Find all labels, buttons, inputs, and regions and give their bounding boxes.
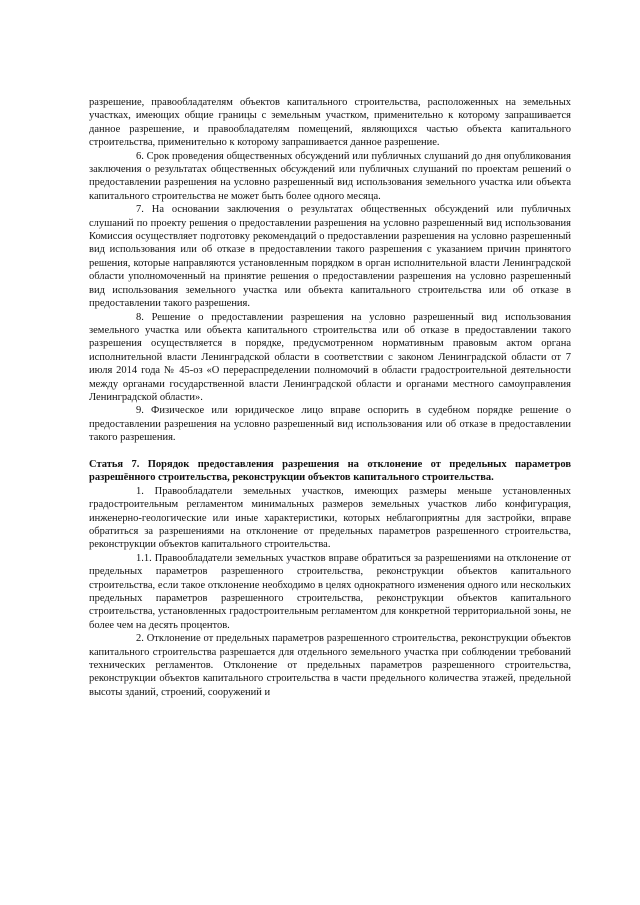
- paragraph-continuation: разрешение, правообладателям объектов капитального строительства, расположенных на земельных участках, имеющих общие границы с земельным участком, применительно к которому запрашивается данное разрешение, и правообладателям помещений, являющихся частью объекта капитального строительства, применительно к которому запрашивается данное разрешение.: [89, 97, 571, 149]
- article-7-heading: Статья 7. Порядок предоставления разрешения на отклонение от предельных параметров разрешённого строительства, реконструкции объектов капитального строительства.: [89, 458, 571, 484]
- paragraph-item-2: 2. Отклонение от предельных параметров разрешенного строительства, реконструкции объектов капитального строительства разрешается для отдельного земельного участка при соблюдении требований технических регламентов. Отклонение от предельных параметров разрешенного строительства, реконструкции объектов капитального строительства в части предельного количества этажей, предельной высоты зданий, строений, сооружений и: [89, 633, 571, 698]
- paragraph-item-1-1: 1.1. Правообладатели земельных участков вправе обратиться за разрешениями на отклонение от предельных параметров разрешенного строительства, реконструкции объектов капитального строительства, если такое отклонение необходимо в целях однократного изменения одного или нескольких предельных параметров разрешенного строительства, реконструкции объектов капитального строительства, установленных градостроительным регламентом для конкретной территориальной зоны, не более чем на десять процентов.: [89, 552, 571, 631]
- paragraph-item-8: 8. Решение о предоставлении разрешения на условно разрешенный вид использования земельного участка или объекта капитального строительства или об отказе в предоставлении такого разрешения осуществляется в порядке, предусмотренном нормативным правовым актом органа исполнительной власти Ленинградской области в соответствии с законом Ленинградской области от 7 июля 2014 года № 45-оз «О перераспределении полномочий в области градостроительной деятельности между органами государственной власти Ленинградской области и органами местного самоуправления Ленинградской области».: [89, 311, 571, 403]
- paragraph-item-6: 6. Срок проведения общественных обсуждений или публичных слушаний до дня опубликования заключения о результатах общественных обсуждений или публичных слушаний по проектам решений о предоставлении разрешения на условно разрешенный вид использования земельного участка или объекта капитального строительства не может быть более одного месяца.: [89, 150, 571, 202]
- paragraph-item-1: 1. Правообладатели земельных участков, имеющих размеры меньше установленных градостроительным регламентом минимальных размеров земельных участков либо конфигурация, инженерно-геологические или иные характеристики, которых неблагоприятны для застройки, вправе обратиться за разрешениями на отклонение от предельных параметров разрешенного строительства, реконструкции объектов капитального строительства.: [89, 485, 571, 551]
- paragraph-item-7: 7. На основании заключения о результатах общественных обсуждений или публичных слушаний по проекту решения о предоставлении разрешения на условно разрешенный вид использования Комиссия осуществляет подготовку рекомендаций о предоставлении разрешения на условно разрешенный вид использования или об отказе в предоставлении такого разрешения с указанием причин принятого решения, которые направляются установленным порядком в орган исполнительной власти Ленинградской области уполномоченный на принятие решения о предоставлении разрешения на условно разрешенный вид использования земельного участка или объекта капитального строительства или об отказе в предоставлении такого разрешения.: [89, 204, 571, 310]
- document-page: [89, 96, 571, 699]
- paragraph-item-9: 9. Физическое или юридическое лицо вправе оспорить в судебном порядке решение о предоставлении разрешения на условно разрешенный вид использования или об отказе в предоставлении такого разрешения.: [89, 405, 571, 444]
